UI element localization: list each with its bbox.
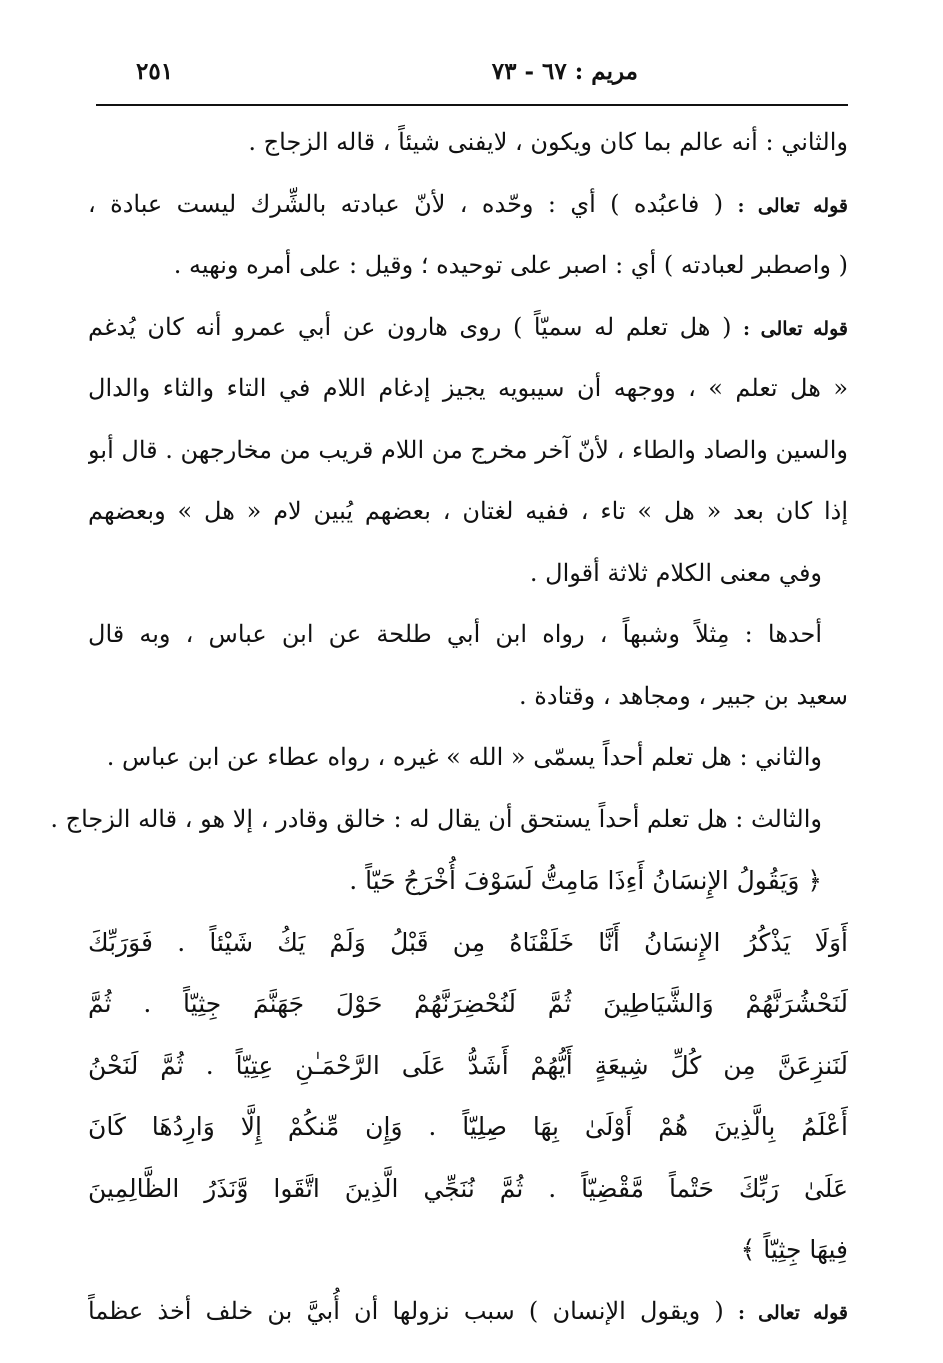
line-text: ( ويقول الإنسان ) سبب نزولها أن أُبيَّ بن خلف أخذ عظماً <box>88 1296 738 1325</box>
line-text: لَنَنزِعَنَّ مِن كُلِّ شِيعَةٍ أَيُّهُمْ أَشَدُّ عَلَى الرَّحْمَـٰنِ عِتِيّاً . ثُمَّ لَنَحْنُ <box>88 1050 848 1080</box>
text-line <box>88 235 848 297</box>
line-text: إذا كان بعد « هل » تاء ، ففيه لغتان ، بعضهم يُبين لام « هل » وبعضهم <box>88 497 848 525</box>
line-text: أحدها : مِثلاً وشبهاً ، رواه ابن أبي طلحة عن ابن عباس ، وبه قال <box>88 620 822 648</box>
text-line <box>88 727 848 789</box>
quran-line <box>88 912 848 974</box>
text-line <box>88 666 848 728</box>
line-label: قوله تعالى : <box>737 194 848 217</box>
quran-line <box>88 1158 848 1220</box>
line-label: قوله تعالى : <box>743 317 848 340</box>
quran-line <box>88 973 848 1035</box>
line-text: لَنَحْشُرَنَّهُمْ وَالشَّيَاطِينَ ثُمَّ لَنُحْضِرَنَّهُمْ حَوْلَ جَهَنَّمَ جِثِيّاً . ثُمَّ <box>88 989 848 1018</box>
text-line <box>88 358 848 420</box>
line-text: أَوَلَا يَذْكُرُ الإِنسَانُ أَنَّا خَلَقْنَاهُ مِن قَبْلُ وَلَمْ يَكُ شَيْئاً . فَوَرَبِّكَ <box>88 927 848 957</box>
quran-line <box>88 1219 848 1281</box>
line-text: ﴿ وَيَقُولُ الإِنسَانُ أَءِذَا مَامِتُّ لَسَوْفَ أُخْرَجُ حَيّاً . <box>349 866 822 895</box>
text-line <box>88 174 848 236</box>
line-text: « هل تعلم » ، ووجهه أن سيبويه يجيز إدغام اللام في التاء والثاء والدال <box>88 374 848 402</box>
text-line <box>88 543 848 605</box>
line-text: ( فاعبُده ) أي : وحّده ، لأنّ عبادته بالشِّرك ليست عبادة ، <box>88 189 738 218</box>
line-text: ( هل تعلم له سميّاً ) روى هارون عن أبي عمرو أنه كان يُدغم <box>88 312 744 341</box>
text-line <box>50 789 848 851</box>
page-body <box>50 112 848 1342</box>
quran-line <box>88 1035 848 1097</box>
line-text: والثاني : هل تعلم أحداً يسمّى « الله » غيره ، رواه عطاء عن ابن عباس . <box>106 743 822 771</box>
quran-line <box>88 1096 848 1158</box>
line-text: والثاني : أنه عالم بما كان ويكون ، لايفنى شيئاً ، قاله الزجاج . <box>248 128 848 156</box>
quran-line <box>88 850 848 912</box>
text-line <box>88 297 848 359</box>
text-line <box>88 112 848 174</box>
line-text: أَعْلَمُ بِالَّذِينَ هُمْ أَوْلَىٰ بِهَا صِلِيّاً . وَإِن مِّنكُمْ إِلَّا وَارِدُهَا كَانَ <box>88 1112 848 1141</box>
text-line <box>88 604 848 666</box>
line-text: سعيد بن جبير ، ومجاهد ، وقتادة . <box>519 681 848 710</box>
line-text: عَلَىٰ رَبِّكَ حَتْماً مَّقْضِيّاً . ثُمَّ نُنَجِّي الَّذِينَ اتَّقَوا وَّنَذَرُ الظَّالِمِينَ <box>88 1173 848 1203</box>
line-text: والسين والصاد والطاء ، لأنّ آخر مخرج من اللام قريب من مخارجهن . قال أبو <box>88 435 848 464</box>
line-label: قوله تعالى : <box>737 1301 848 1324</box>
text-line <box>88 420 848 482</box>
line-text: والثالث : هل تعلم أحداً يستحق أن يقال له : خالق وقادر ، إلا هو ، قاله الزجاج . <box>50 804 822 833</box>
text-line <box>88 1281 848 1343</box>
header-divider <box>96 104 848 106</box>
text-line <box>88 481 848 543</box>
line-text: فِيهَا جِثِيّاً ﴾ <box>740 1235 848 1264</box>
line-text: وفي معنى الكلام ثلاثة أقوال . <box>529 558 822 587</box>
surah-verse-range: مريم : ٦٧ - ٧٣ <box>491 58 638 85</box>
page-number: ٢٥١ <box>136 58 174 85</box>
page-header <box>96 54 848 98</box>
line-text: ( واصطبر لعبادته ) أي : اصبر على توحيده ؛ وقيل : على أمره ونهيه . <box>173 251 848 279</box>
